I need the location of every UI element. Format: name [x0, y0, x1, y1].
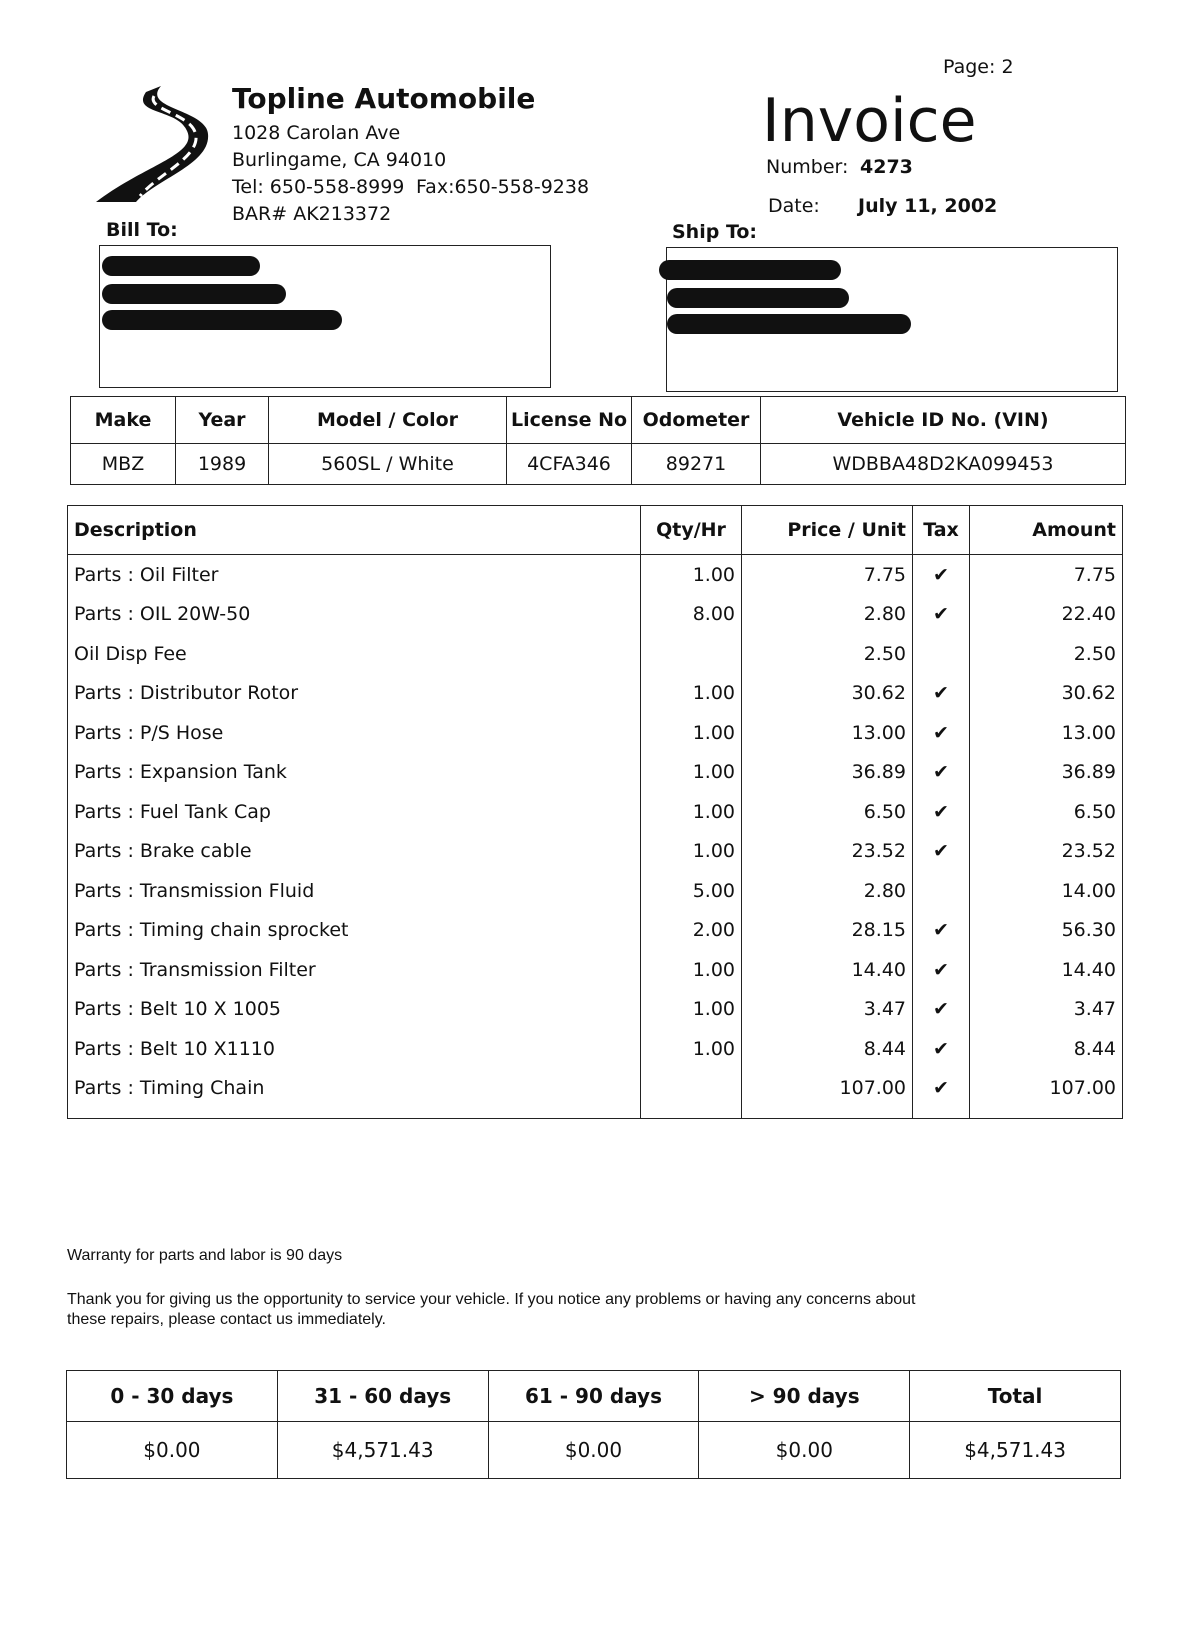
- line-item-qty: 1.00: [641, 950, 742, 990]
- redaction-bar: [667, 314, 911, 334]
- line-item-price: 28.15: [742, 911, 913, 951]
- thanks-note-line2: these repairs, please contact us immediately.: [67, 1311, 386, 1328]
- redaction-bar: [102, 310, 342, 330]
- line-item-tax-check: [913, 634, 970, 674]
- ship-to-label: Ship To:: [672, 221, 758, 243]
- line-item-description: Parts : Distributor Rotor: [68, 674, 641, 714]
- aging-summary-table: [66, 1370, 1121, 1479]
- line-item-row: [68, 595, 1123, 635]
- items-header-qty: Qty/Hr: [641, 506, 742, 555]
- filler-cell: [641, 1108, 742, 1119]
- aging-value-31-60: $4,571.43: [277, 1422, 488, 1479]
- vehicle-year: 1989: [176, 444, 269, 485]
- line-item-amount: 30.62: [970, 674, 1123, 714]
- line-item-amount: 36.89: [970, 753, 1123, 793]
- ship-to-box: [666, 247, 1118, 392]
- vehicle-license: 4CFA346: [507, 444, 632, 485]
- line-item-tax-check: ✔: [913, 832, 970, 872]
- aging-header-over-90: > 90 days: [699, 1371, 910, 1422]
- company-address-line2: Burlingame, CA 94010: [232, 149, 447, 171]
- company-address-line1: 1028 Carolan Ave: [232, 122, 401, 144]
- line-item-amount: 8.44: [970, 1029, 1123, 1069]
- line-item-amount: 13.00: [970, 713, 1123, 753]
- line-item-row: [68, 832, 1123, 872]
- vehicle-make: MBZ: [71, 444, 176, 485]
- line-item-row: [68, 911, 1123, 951]
- line-item-row: [68, 792, 1123, 832]
- line-item-price: 8.44: [742, 1029, 913, 1069]
- items-header-description: Description: [68, 506, 641, 555]
- line-item-tax-check: [913, 871, 970, 911]
- line-item-description: Parts : Belt 10 X 1005: [68, 990, 641, 1030]
- line-item-tax-check: ✔: [913, 792, 970, 832]
- aging-value-0-30: $0.00: [67, 1422, 278, 1479]
- redaction-bar: [102, 284, 286, 304]
- line-items-table: [67, 505, 1123, 1119]
- line-item-tax-check: ✔: [913, 753, 970, 793]
- company-fax: Fax:650-558-9238: [416, 176, 590, 198]
- line-item-tax-check: ✔: [913, 1029, 970, 1069]
- line-item-tax-check: ✔: [913, 950, 970, 990]
- invoice-number: 4273: [860, 156, 913, 178]
- bill-to-box: [99, 245, 551, 388]
- line-item-price: 2.80: [742, 871, 913, 911]
- vehicle-model-color: 560SL / White: [269, 444, 507, 485]
- line-item-amount: 107.00: [970, 1069, 1123, 1109]
- line-item-description: Parts : Belt 10 X1110: [68, 1029, 641, 1069]
- items-header-amount: Amount: [970, 506, 1123, 555]
- line-item-description: Parts : P/S Hose: [68, 713, 641, 753]
- line-item-amount: 3.47: [970, 990, 1123, 1030]
- line-item-tax-check: ✔: [913, 595, 970, 635]
- line-item-description: Parts : Transmission Fluid: [68, 871, 641, 911]
- line-item-qty: 1.00: [641, 713, 742, 753]
- line-item-price: 107.00: [742, 1069, 913, 1109]
- line-item-description: Parts : Brake cable: [68, 832, 641, 872]
- line-items-body: [68, 555, 1123, 1119]
- line-item-row: [68, 1029, 1123, 1069]
- line-item-qty: 8.00: [641, 595, 742, 635]
- line-item-qty: [641, 1069, 742, 1109]
- line-item-price: 23.52: [742, 832, 913, 872]
- vehicle-header-make: Make: [71, 397, 176, 444]
- vehicle-vin: WDBBA48D2KA099453: [761, 444, 1126, 485]
- line-item-price: 2.50: [742, 634, 913, 674]
- thanks-note-line1: Thank you for giving us the opportunity to service your vehicle. If you notice any problems or having any concerns about: [67, 1291, 916, 1308]
- vehicle-header-year: Year: [176, 397, 269, 444]
- items-header-price: Price / Unit: [742, 506, 913, 555]
- line-item-price: 2.80: [742, 595, 913, 635]
- redaction-bar: [659, 260, 841, 280]
- line-item-price: 36.89: [742, 753, 913, 793]
- line-item-amount: 7.75: [970, 555, 1123, 595]
- line-item-qty: 1.00: [641, 674, 742, 714]
- redaction-bar: [667, 288, 849, 308]
- line-item-price: 14.40: [742, 950, 913, 990]
- line-item-row: [68, 753, 1123, 793]
- line-item-price: 13.00: [742, 713, 913, 753]
- line-item-description: Parts : Fuel Tank Cap: [68, 792, 641, 832]
- vehicle-header-vin: Vehicle ID No. (VIN): [761, 397, 1126, 444]
- line-item-description: Oil Disp Fee: [68, 634, 641, 674]
- line-item-price: 7.75: [742, 555, 913, 595]
- line-item-amount: 22.40: [970, 595, 1123, 635]
- invoice-date: July 11, 2002: [858, 195, 998, 217]
- vehicle-info-table: [70, 396, 1126, 485]
- line-item-qty: 1.00: [641, 832, 742, 872]
- line-item-description: Parts : OIL 20W-50: [68, 595, 641, 635]
- filler-cell: [913, 1108, 970, 1119]
- line-items-filler-row: [68, 1108, 1123, 1119]
- line-item-tax-check: ✔: [913, 911, 970, 951]
- line-item-qty: 1.00: [641, 792, 742, 832]
- line-item-amount: 6.50: [970, 792, 1123, 832]
- aging-header-total: Total: [910, 1371, 1121, 1422]
- line-item-price: 30.62: [742, 674, 913, 714]
- line-item-amount: 14.40: [970, 950, 1123, 990]
- aging-header-0-30: 0 - 30 days: [67, 1371, 278, 1422]
- filler-cell: [742, 1108, 913, 1119]
- bill-to-label: Bill To:: [106, 219, 178, 241]
- road-logo-icon: [36, 84, 216, 204]
- line-item-row: [68, 713, 1123, 753]
- line-item-description: Parts : Timing Chain: [68, 1069, 641, 1109]
- company-name: Topline Automobile: [232, 82, 536, 115]
- line-item-row: [68, 555, 1123, 595]
- vehicle-odometer: 89271: [632, 444, 761, 485]
- filler-cell: [970, 1108, 1123, 1119]
- aging-header-61-90: 61 - 90 days: [488, 1371, 699, 1422]
- line-item-price: 6.50: [742, 792, 913, 832]
- line-item-price: 3.47: [742, 990, 913, 1030]
- vehicle-header-model-color: Model / Color: [269, 397, 507, 444]
- line-item-amount: 14.00: [970, 871, 1123, 911]
- vehicle-header-license: License No: [507, 397, 632, 444]
- line-item-description: Parts : Timing chain sprocket: [68, 911, 641, 951]
- filler-cell: [68, 1108, 641, 1119]
- line-item-row: [68, 674, 1123, 714]
- page-number: Page: 2: [943, 56, 1014, 78]
- line-item-qty: 1.00: [641, 1029, 742, 1069]
- company-bar-number: BAR# AK213372: [232, 203, 392, 225]
- aging-value-61-90: $0.00: [488, 1422, 699, 1479]
- line-item-row: [68, 990, 1123, 1030]
- line-item-description: Parts : Transmission Filter: [68, 950, 641, 990]
- line-item-tax-check: ✔: [913, 990, 970, 1030]
- warranty-note: Warranty for parts and labor is 90 days: [67, 1247, 343, 1264]
- line-item-tax-check: ✔: [913, 674, 970, 714]
- line-item-amount: 56.30: [970, 911, 1123, 951]
- items-header-tax: Tax: [913, 506, 970, 555]
- aging-value-total: $4,571.43: [910, 1422, 1121, 1479]
- line-item-row: [68, 1069, 1123, 1109]
- line-item-qty: 1.00: [641, 753, 742, 793]
- line-item-row: [68, 871, 1123, 911]
- line-item-tax-check: ✔: [913, 555, 970, 595]
- line-item-amount: 23.52: [970, 832, 1123, 872]
- line-item-description: Parts : Expansion Tank: [68, 753, 641, 793]
- line-item-description: Parts : Oil Filter: [68, 555, 641, 595]
- line-item-row: [68, 950, 1123, 990]
- invoice-number-label: Number:: [766, 156, 849, 178]
- aging-value-over-90: $0.00: [699, 1422, 910, 1479]
- vehicle-header-odometer: Odometer: [632, 397, 761, 444]
- line-item-tax-check: ✔: [913, 1069, 970, 1109]
- line-item-qty: 2.00: [641, 911, 742, 951]
- line-item-amount: 2.50: [970, 634, 1123, 674]
- aging-header-31-60: 31 - 60 days: [277, 1371, 488, 1422]
- line-item-qty: 1.00: [641, 555, 742, 595]
- line-item-row: [68, 634, 1123, 674]
- company-phone: Tel: 650-558-8999: [232, 176, 405, 198]
- line-item-qty: [641, 634, 742, 674]
- line-item-tax-check: ✔: [913, 713, 970, 753]
- line-item-qty: 1.00: [641, 990, 742, 1030]
- line-item-qty: 5.00: [641, 871, 742, 911]
- invoice-date-label: Date:: [768, 195, 820, 217]
- redaction-bar: [102, 256, 260, 276]
- invoice-title: Invoice: [762, 86, 977, 156]
